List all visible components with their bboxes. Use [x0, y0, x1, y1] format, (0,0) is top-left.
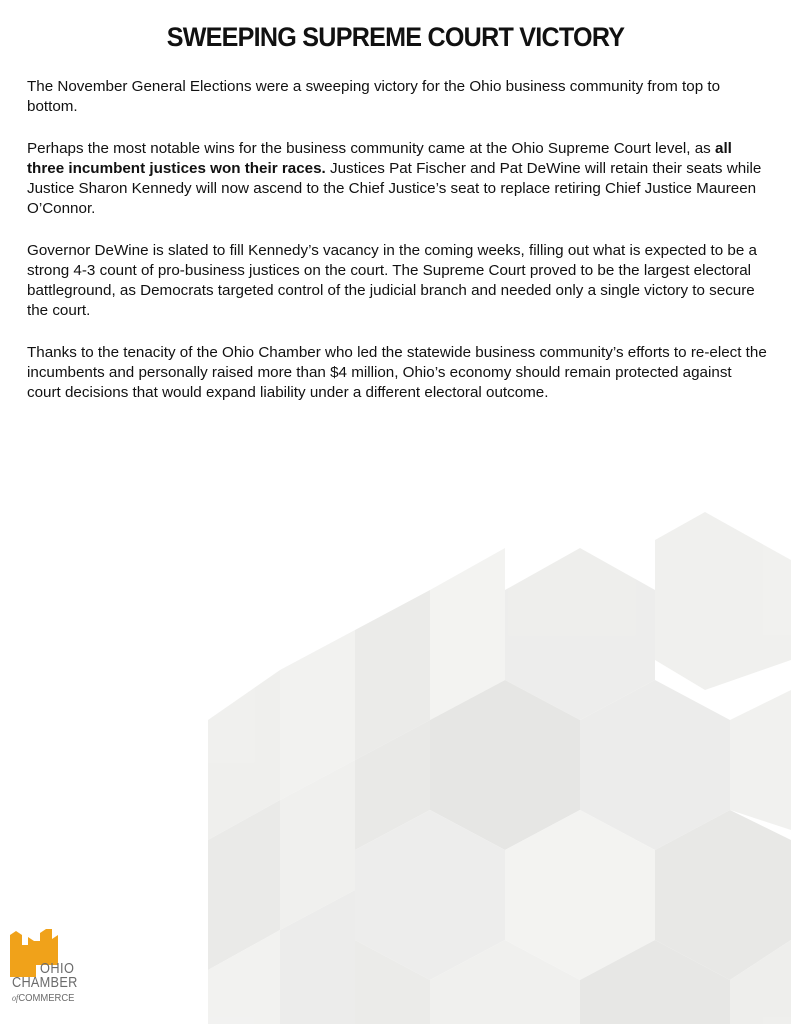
- paragraph-thanks: Thanks to the tenacity of the Ohio Chamber who led the statewide business community’s efforts to re-elect the incumbents and personally raised more than $4 million, Ohio’s economy should remain protected against court decisions that would expand liability under a different electoral outcome.: [27, 344, 767, 401]
- paragraph-governor: Governor DeWine is slated to fill Kennedy’s vacancy in the coming weeks, filling out what is expected to be a strong 4-3 count of pro-business justices on the court. The Supreme Court proved to be the largest electoral battleground, as Democrats targeted control of the judicial branch and needed only a single victory to secure the court.: [27, 242, 757, 319]
- paragraph-text: Perhaps the most notable wins for the business community came at the Ohio Supreme Court level, as: [27, 140, 715, 157]
- paragraph-supreme-court: [27, 139, 769, 219]
- logo-commerce-text: COMMERCE: [18, 992, 75, 1004]
- ohio-chamber-logo: [8, 925, 98, 1010]
- bold-highlight: all three incumbent justices won their races.: [27, 140, 732, 177]
- logo-commerce-line: [12, 991, 74, 1006]
- logo-ohio-text: OHIO: [40, 960, 75, 977]
- paragraph-intro: The November General Elections were a sweeping victory for the Ohio business community from top to bottom.: [27, 78, 721, 115]
- page-title: SWEEPING SUPREME COURT VICTORY: [166, 22, 625, 52]
- logo-chamber-text: CHAMBER: [12, 974, 78, 991]
- paragraph-text: Justices Pat Fischer and Pat DeWine will retain their seats while Justice Sharon Kennedy will now ascend to the Chief Justice’s seat to replace retiring Chief Justice Maureen O’Connor.: [27, 160, 762, 217]
- logo-of-text: of: [12, 993, 19, 1003]
- article-body: [27, 77, 769, 425]
